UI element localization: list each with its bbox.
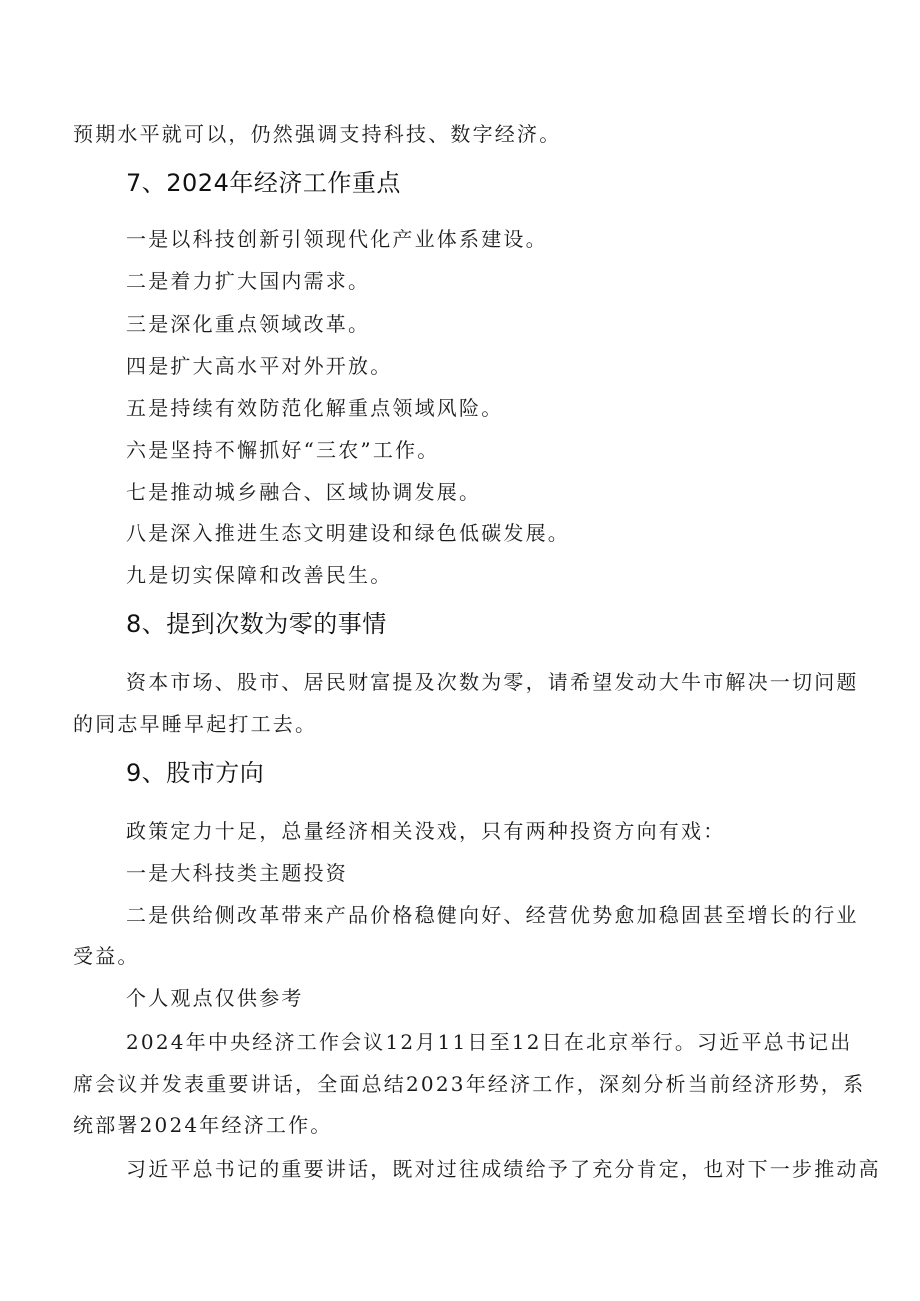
paragraph-line: 预期水平就可以，仍然强调支持科技、数字经济。 <box>73 122 562 146</box>
section-heading-9: 9、股市方向 <box>126 759 265 787</box>
paragraph-line: 资本市场、股市、居民财富提及次数为零，请希望发动大牛市解决一切问题 <box>126 670 859 694</box>
list-item: 六是坚持不懈抓好“三农”工作。 <box>126 438 440 462</box>
list-item: 三是深化重点领域改革。 <box>126 312 371 336</box>
list-item: 五是持续有效防范化解重点领域风险。 <box>126 396 504 420</box>
paragraph-line: 的同志早睡早起打工去。 <box>73 712 318 736</box>
list-item: 八是深入推进生态文明建设和绿色低碳发展。 <box>126 521 570 545</box>
list-item: 一是大科技类主题投资 <box>126 861 348 885</box>
list-item: 一是以科技创新引领现代化产业体系建设。 <box>126 227 548 251</box>
paragraph-line: 受益。 <box>73 944 140 968</box>
paragraph-line: 政策定力十足，总量经济相关没戏，只有两种投资方向有戏： <box>126 819 726 843</box>
list-item: 七是推动城乡融合、区域协调发展。 <box>126 480 482 504</box>
paragraph-line: 个人观点仅供参考 <box>126 986 304 1010</box>
paragraph-line: 统部署2024年经济工作。 <box>73 1113 333 1137</box>
list-item: 四是扩大高水平对外开放。 <box>126 354 393 378</box>
paragraph-line: 习近平总书记的重要讲话，既对过往成绩给予了充分肯定，也对下一步推动高 <box>126 1157 881 1181</box>
list-item: 九是切实保障和改善民生。 <box>126 563 393 587</box>
section-heading-7: 7、2024年经济工作重点 <box>126 169 401 197</box>
paragraph-line: 席会议并发表重要讲话，全面总结2023年经济工作，深刻分析当前经济形势，系 <box>73 1072 866 1096</box>
list-item: 二是着力扩大国内需求。 <box>126 269 371 293</box>
list-item: 二是供给侧改革带来产品价格稳健向好、经营优势愈加稳固甚至增长的行业 <box>126 903 859 927</box>
section-heading-8: 8、提到次数为零的事情 <box>126 610 387 638</box>
paragraph-line: 2024年中央经济工作会议12月11日至12日在北京举行。习近平总书记出 <box>126 1030 853 1054</box>
